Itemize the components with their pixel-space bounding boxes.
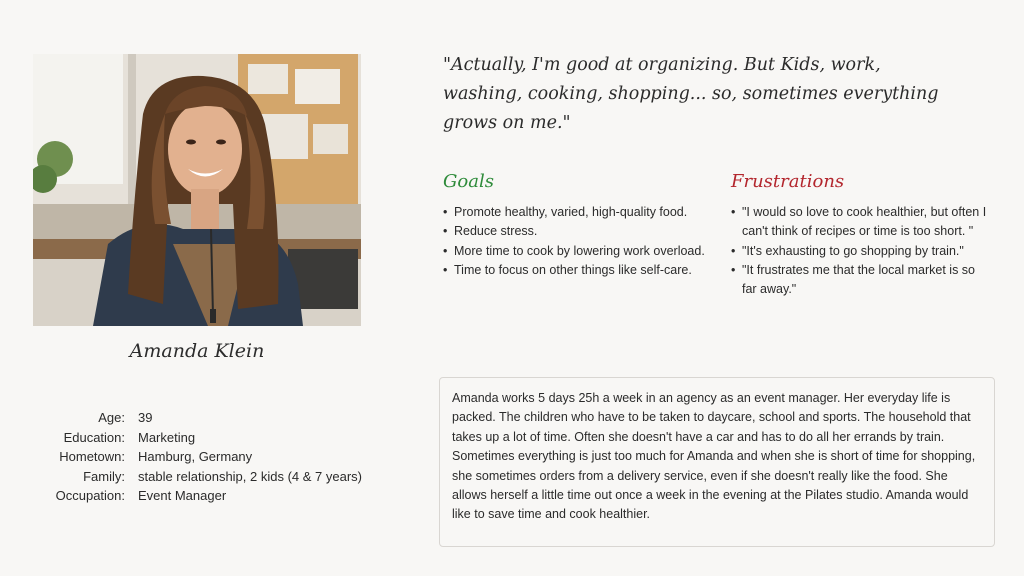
frustration-item: • "It's exhausting to go shopping by train."	[731, 242, 993, 261]
detail-row-occupation	[40, 486, 400, 506]
frustration-item: • "I would so love to cook healthier, but often I can't think of recipes or time is too short. "	[731, 203, 993, 242]
frustrations-list	[731, 203, 993, 299]
detail-value: Marketing	[138, 429, 196, 445]
detail-label: Hometown:	[59, 449, 125, 464]
detail-row-family	[40, 467, 400, 487]
detail-label: Education:	[63, 429, 125, 445]
detail-row-education	[40, 428, 400, 448]
goals-section	[443, 171, 708, 280]
detail-value: 39	[138, 410, 153, 425]
detail-row-age	[40, 408, 400, 428]
detail-label: Age:	[98, 410, 125, 425]
detail-row-hometown	[40, 447, 400, 467]
goal-item: • Reduce stress.	[443, 222, 708, 241]
detail-value: Event Manager	[138, 488, 227, 503]
persona-photo	[33, 54, 361, 326]
persona-photo-image	[33, 54, 361, 326]
frustration-item: • "It frustrates me that the local market is so far away."	[731, 261, 993, 300]
goals-list	[443, 203, 708, 280]
persona-details	[40, 408, 400, 506]
goal-item: • More time to cook by lowering work overload.	[443, 242, 708, 261]
persona-name: Amanda Klein	[129, 340, 265, 362]
frustrations-section	[731, 171, 993, 299]
detail-value: stable relationship, 2 kids (4 & 7 years)	[138, 468, 362, 484]
goal-item: • Time to focus on other things like self-care.	[443, 261, 708, 280]
persona-quote: "Actually, I'm good at organizing. But Kids, work, washing, cooking, shopping... so, sometimes everything grows on me."	[443, 55, 939, 133]
goal-item: • Promote healthy, varied, high-quality food.	[443, 203, 708, 222]
detail-label: Family:	[83, 468, 125, 484]
detail-value: Hamburg, Germany	[138, 449, 253, 464]
persona-bio: Amanda works 5 days 25h a week in an agency as an event manager. Her everyday life is packed. The children who have to be taken to daycare, school and sports. The household that takes up a lot of time. Often she doesn't have a car and has to do all her errands by train. Sometimes everything is just too much for Amanda and when she is short of time for shopping, she sometimes orders from a delivery service, even if she doesn't really like the food. She allows herself a little time out once a week in the evening at the Pilates studio. Amanda would like to save time and cook healthier.	[439, 377, 995, 547]
frustrations-heading: Frustrations	[731, 171, 845, 192]
detail-label: Occupation:	[55, 488, 125, 503]
goals-heading: Goals	[443, 171, 494, 192]
